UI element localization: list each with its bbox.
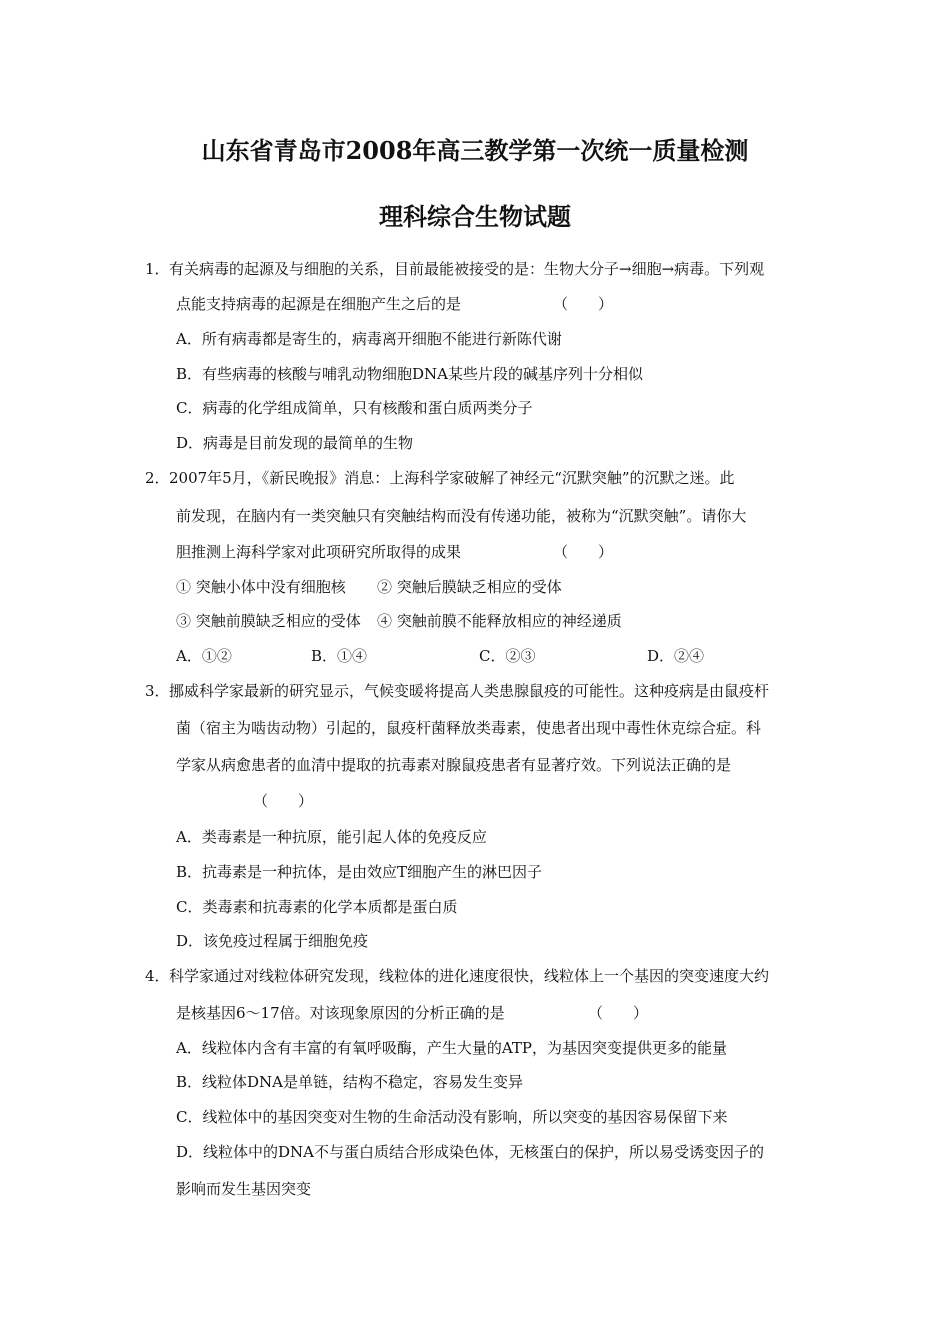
question-4-stem-line-1: 4．科学家通过对线粒体研究发现，线粒体的进化速度很快，线粒体上一个基因的突变速度大约	[145, 967, 770, 985]
question-3-stem-line-3: 学家从病愈患者的血清中提取的抗毒素对腺鼠疫患者有显著疗效。下列说法正确的是	[176, 756, 732, 774]
page-subtitle: 理科综合生物试题	[379, 202, 571, 231]
question-number: 3．	[145, 682, 170, 700]
question-3-stem-line-2: 菌（宿主为啮齿动物）引起的，鼠疫杆菌释放类毒素，使患者出现中毒性休克综合症。科	[176, 719, 762, 737]
answer-blank: （ ）	[553, 543, 614, 561]
option-a: A．类毒素是一种抗原，能引起人体的免疫反应	[176, 828, 487, 846]
option-d: D．病毒是目前发现的最简单的生物	[176, 434, 414, 452]
question-1-stem-line-1: 1．有关病毒的起源及与细胞的关系，目前最能被接受的是：生物大分子→细胞→病毒。下列观	[145, 260, 765, 278]
question-2-stem-line-1: 2．2007年5月，《新民晚报》消息：上海科学家破解了神经元“沉默突触”的沉默之迷。此	[145, 469, 735, 487]
answer-blank: （ ）	[553, 295, 614, 313]
answer-blank: （ ）	[588, 1004, 649, 1022]
option-c: C．类毒素和抗毒素的化学本质都是蛋白质	[176, 898, 458, 916]
option-b: B．①④	[311, 647, 368, 665]
option-a: A．线粒体内含有丰富的有氧呼吸酶，产生大量的ATP，为基因突变提供更多的能量	[176, 1039, 727, 1057]
question-number: 2．	[145, 469, 170, 487]
option-c: C．②③	[479, 647, 536, 665]
option-d: D．线粒体中的DNA不与蛋白质结合形成染色体，无核蛋白的保护，所以易受诱变因子的	[176, 1143, 765, 1161]
statement-1: ① 突触小体中没有细胞核	[176, 578, 346, 596]
question-number: 4．	[145, 967, 170, 985]
question-1-stem-line-2: 点能支持病毒的起源是在细胞产生之后的是	[176, 295, 462, 313]
question-2-stem-line-3: 胆推测上海科学家对此项研究所取得的成果	[176, 543, 462, 561]
option-d-continued: 影响而发生基因突变	[176, 1180, 312, 1198]
question-2-stem-line-2: 前发现，在脑内有一类突触只有突触结构而没有传递功能，被称为“沉默突触”。请你大	[176, 507, 747, 525]
statement-4: ④ 突触前膜不能释放相应的神经递质	[377, 612, 622, 630]
option-b: B．抗毒素是一种抗体，是由效应T细胞产生的淋巴因子	[176, 863, 543, 881]
statement-3: ③ 突触前膜缺乏相应的受体	[176, 612, 361, 630]
option-b: B．线粒体DNA是单链，结构不稳定，容易发生变异	[176, 1073, 524, 1091]
option-a: A．①②	[176, 647, 232, 665]
statement-2: ② 突触后膜缺乏相应的受体	[377, 578, 562, 596]
option-c: C．病毒的化学组成简单，只有核酸和蛋白质两类分子	[176, 399, 533, 417]
option-c: C．线粒体中的基因突变对生物的生命活动没有影响，所以突变的基因容易保留下来	[176, 1108, 728, 1126]
option-d: D．②④	[647, 647, 705, 665]
option-d: D．该免疫过程属于细胞免疫	[176, 932, 369, 950]
option-b: B．有些病毒的核酸与哺乳动物细胞DNA某些片段的碱基序列十分相似	[176, 365, 644, 383]
question-3-stem-line-1: 3．挪威科学家最新的研究显示，气候变暖将提高人类患腺鼠疫的可能性。这种疫病是由鼠疫杆	[145, 682, 770, 700]
page-title: 山东省青岛市2008年高三教学第一次统一质量检测	[201, 136, 749, 165]
question-number: 1．	[145, 260, 170, 278]
question-4-stem-line-2: 是核基因6～17倍。对该现象原因的分析正确的是	[176, 1004, 505, 1022]
option-a: A．所有病毒都是寄生的，病毒离开细胞不能进行新陈代谢	[176, 330, 562, 348]
answer-blank: （ ）	[253, 792, 314, 810]
